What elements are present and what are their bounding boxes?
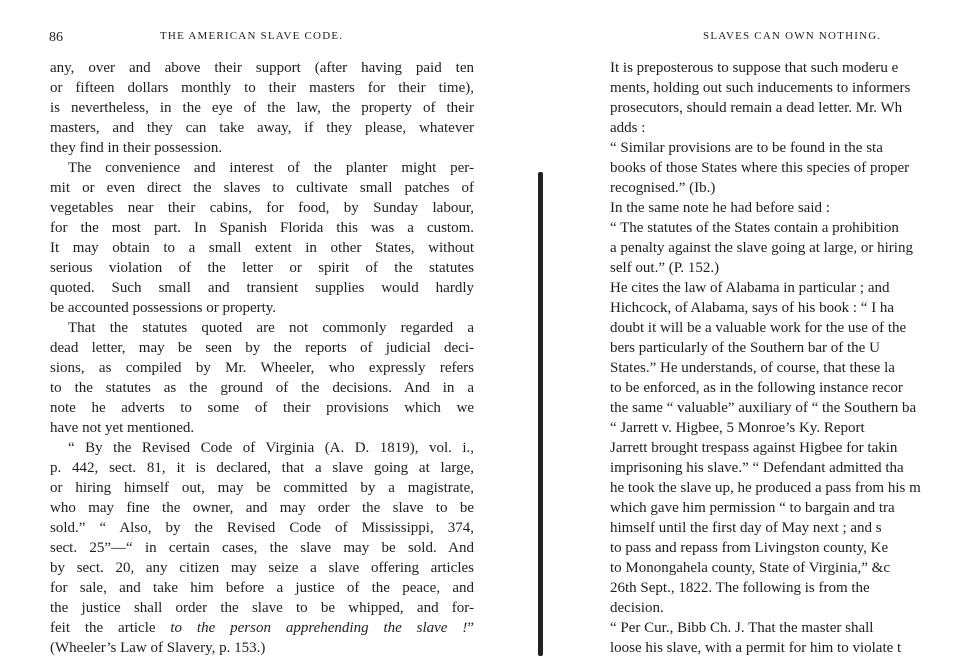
italic-phrase: to the person apprehending the slave ! [170,620,468,636]
text-line: The convenience and interest of the planter might per- [68,160,474,176]
text-line: mit or even direct the slaves to cultivate small patches of [50,180,474,196]
text-line: ments, holding out such inducements to informers [610,80,911,96]
text-line: for the most part. In Spanish Florida this was a custom. [50,220,474,236]
text-line: books of those States where this species of proper [610,160,910,176]
citation-line: (Wheeler’s Law of Slavery, p. 153.) [50,640,266,656]
right-page [548,0,980,656]
text-line: or hiring himself out, may be committed by a magistrate, [50,480,474,496]
text-line: masters, and they can take away, if they please, whatever [50,120,474,136]
text-line: It may obtain to a small extent in other States, without [50,240,474,256]
text-line: he took the slave up, he produced a pass from his m [610,480,921,496]
text-span: feit the article [50,620,171,636]
text-line: In the same note he had before said : [610,200,830,216]
text-line: or fifteen dollars monthly to their masters for their time), [50,80,474,96]
text-line [50,618,474,638]
text-line: note he adverts to some of their provisions which we [50,400,474,416]
page-number: 86 [49,30,63,45]
running-head-left: THE AMERICAN SLAVE CODE. [160,30,344,42]
text-line: serious violation of the letter or spirit of the statutes [50,260,474,276]
text-line: It is preposterous to suppose that such moderu e [610,60,899,76]
text-line: adds : [610,120,646,136]
right-page-text [610,58,921,656]
text-line: Hichcock, of Alabama, says of his book : “ I ha [610,300,895,316]
text-line: vegetables near their cabins, for food, by Sunday labour, [50,200,474,216]
text-line: Jarrett brought trespass against Higbee for takin [610,440,898,456]
text-line: to the statutes as the ground of the decisions. And in a [50,380,474,396]
text-line: self out.” (P. 152.) [610,260,720,276]
binding-gutter [538,172,543,656]
text-line: loose his slave, with a permit for him to violate t [610,640,902,656]
text-line: to Monongahela county, State of Virginia,” &c [610,560,891,576]
text-line: quoted. Such small and transient supplies would hardly [50,280,474,296]
text-line: “ The statutes of the States contain a prohibition [610,220,899,236]
text-line: “ Similar provisions are to be found in the sta [610,140,883,156]
text-line: the justice shall order the slave to be whipped, and for- [50,600,474,616]
text-line: imprisoning his slave.” “ Defendant admitted tha [610,460,904,476]
text-line: “ Per Cur., Bibb Ch. J. That the master shall [610,620,874,636]
text-line: who may fine the owner, and may order the slave to be [50,500,474,516]
text-line: is nevertheless, in the eye of the law, the property of their [50,100,474,116]
text-line: they find in their possession. [50,140,223,156]
left-page-text [50,58,474,656]
text-line: recognised.” (Ib.) [610,180,716,196]
text-line: the same “ valuable” auxiliary of “ the Southern ba [610,400,917,416]
text-line: for sale, and take him before a justice of the peace, and [50,580,474,596]
text-line: which gave him permission “ to bargain and tra [610,500,895,516]
text-line: sect. 25”—“ in certain cases, the slave may be sold. And [50,540,474,556]
text-line: “ By the Revised Code of Virginia (A. D. 1819), vol. i., [68,440,474,456]
text-line: by sect. 20, any citizen may seize a slave offering articles [50,560,474,576]
text-line: to be enforced, as in the following instance recor [610,380,903,396]
text-line: himself until the first day of May next ; and s [610,520,882,536]
text-line: doubt it will be a valuable work for the use of the [610,320,907,336]
text-line: dead letter, may be seen by the reports of judicial deci- [50,340,474,356]
text-line: sions, as compiled by Mr. Wheeler, who expressly refers [50,360,474,376]
text-line: have not yet mentioned. [50,420,195,436]
text-line: sold.” “ Also, by the Revised Code of Mississippi, 374, [50,520,474,536]
text-line: prosecutors, should remain a dead letter. Mr. Wh [610,100,903,116]
text-line: to pass and repass from Livingston county, Ke [610,540,889,556]
text-span: ” [467,620,474,636]
text-line: p. 442, sect. 81, it is declared, that a slave going at large, [50,460,474,476]
running-head-right: SLAVES CAN OWN NOTHING. [703,30,882,42]
text-line: “ Jarrett v. Higbee, 5 Monroe’s Ky. Report [610,420,865,436]
text-line: 26th Sept., 1822. The following is from the [610,580,870,596]
text-line: That the statutes quoted are not commonly regarded a [68,320,474,336]
text-line: any, over and above their support (after having paid ten [50,60,474,76]
text-line: be accounted possessions or property. [50,300,277,316]
text-line: decision. [610,600,664,616]
text-line: He cites the law of Alabama in particular ; and [610,280,890,296]
text-line: bers particularly of the Southern bar of the U [610,340,880,356]
text-line: a penalty against the slave going at large, or hiring [610,240,913,256]
text-line: States.” He understands, of course, that these la [610,360,895,376]
